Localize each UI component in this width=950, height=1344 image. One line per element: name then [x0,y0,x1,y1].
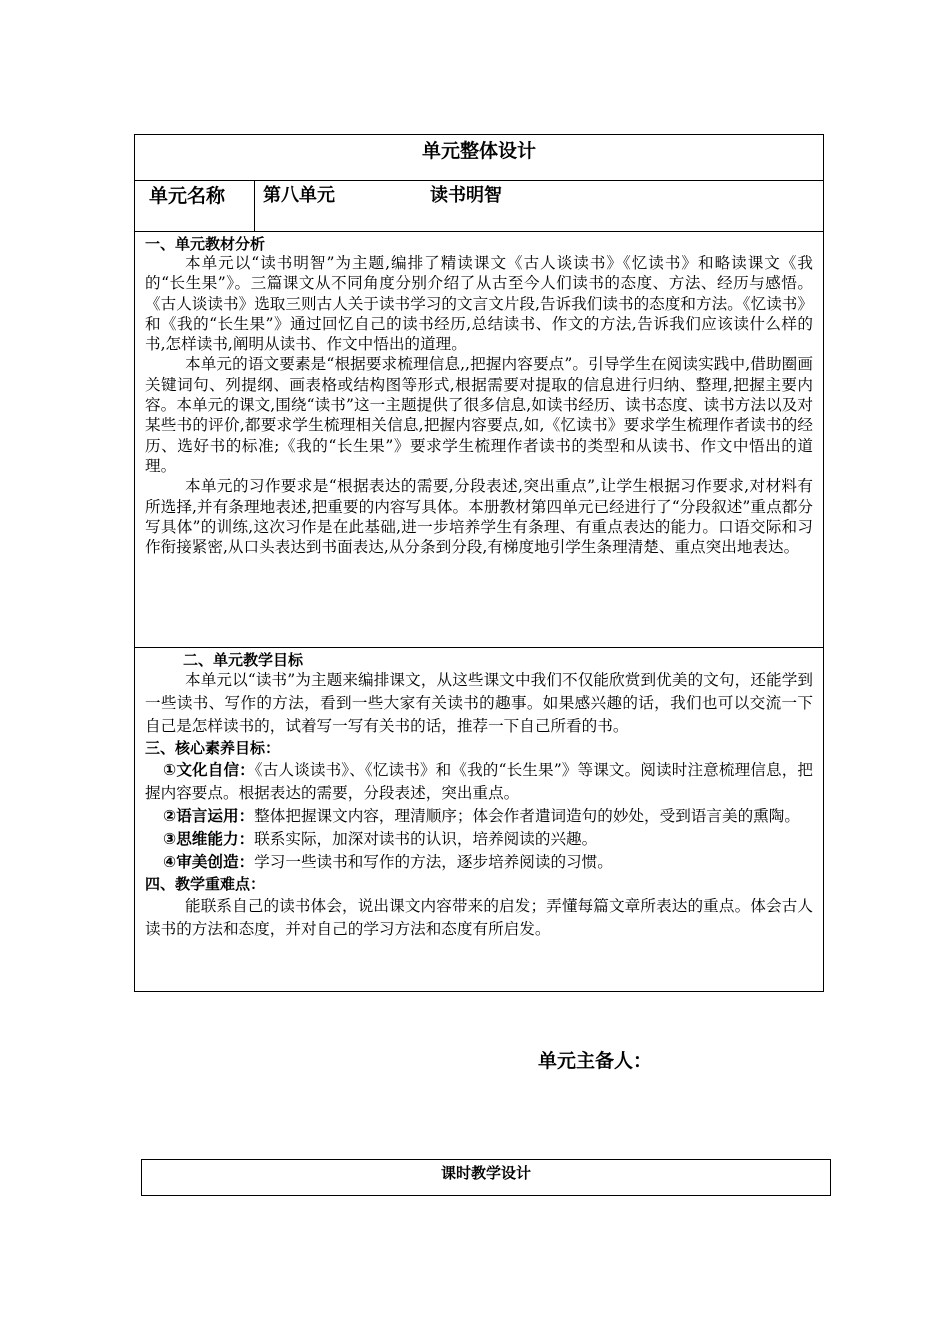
unit-name-value: 第八单元 [263,185,335,206]
analysis-paragraph: 本单元的语文要素是“根据要求梳理信息,,把握内容要点”。引导学生在阅读实践中,借助圈画关键词句、列提纲、画表格或结构图等形式,根据需要对提取的信息进行归纳、整理,把握主要内容。本单元的课文,围绕“读书”这一主题提供了很多信息,如读书经历、读书态度、读书方法以及对某些书的评价,都要求学生梳理相关信息,把握内容要点,如,《忆读书》要求学生梳理作者读书的经历、选好书的标准;《我的“长生果”》要求学生梳理作者读书的类型和从读书、作文中悟出的道理。 [145,355,813,475]
section-heading-key-points: 四、教学重难点： [145,875,266,893]
core-goal-text: 《古人谈读书》、《忆读书》和《我的“长生果”》等课文。阅读时注意梳理信息，把握内容要点。根据表达的需要，分段表述，突出重点。 [145,761,814,802]
unit-design-table [134,134,824,992]
section-heading-core-literacy: 三、核心素养目标： [145,739,281,757]
lesson-design-title: 课时教学设计 [141,1159,831,1196]
analysis-paragraph: 本单元以“读书明智”为主题,编排了精读课文《古人谈读书》《忆读书》和略读课文《我的“长生果”》。三篇课文从不同角度分别介绍了从古至今人们读书的态度、方法、经历与感悟。《古人谈读书》选取三则古人关于读书学习的文言文片段,告诉我们读书的态度和方法。《忆读书》和《我的“长生果”》通过回忆自己的读书经历,总结读书、作文的方法,告诉我们应该读什么样的书,怎样读书,阐明从读书、作文中悟出的道理。 [145,254,813,354]
goals-paragraph: 本单元以“读书”为主题来编排课文，从这些课文中我们不仅能欣赏到优美的文句，还能学到一些读书、写作的方法，看到一些大家有关读书的趣事。如果感兴趣的话，我们也可以交流一下自己是怎样读书的，试着写一写有关书的话，推荐一下自己所看的书。 [145,671,813,735]
table-title: 单元整体设计 [135,135,823,181]
core-goal-item [145,759,813,805]
core-goal-item [145,828,813,851]
core-goal-label: ①文化自信： [163,761,255,779]
core-goal-text: 联系实际，加深对读书的认识，培养阅读的兴趣。 [254,830,598,848]
section-heading-goals: 二、单元教学目标 [183,651,304,669]
core-goal-text: 学习一些读书和写作的方法，逐步培养阅读的习惯。 [254,853,613,871]
material-analysis-section [135,232,823,648]
unit-theme: 读书明智 [430,185,502,206]
unit-name-label: 单元名称 [135,181,255,231]
section-heading-analysis: 一、单元教材分析 [145,235,266,253]
core-goal-item [145,805,813,828]
unit-name-row [135,181,823,232]
core-goal-label: ③思维能力： [163,830,255,848]
analysis-paragraph: 本单元的习作要求是“根据表达的需要,分段表述,突出重点”,让学生根据习作要求,对材料有所选择,并有条理地表述,把重要的内容写具体。本册教材第四单元已经进行了“分段叙述”重点都分写具体”的训练,这次习作是在此基础,进一步培养学生有条理、有重点表达的能力。口语交际和习作衔接紧密,从口头表达到书面表达,从分条到分段,有梯度地引学生条理清楚、重点突出地表达。 [145,477,813,557]
core-goal-label: ④审美创造： [163,853,255,871]
unit-preparer-label: 单元主备人： [538,1050,653,1072]
teaching-goals-section [135,648,823,991]
key-points-paragraph: 能联系自己的读书体会，说出课文内容带来的启发；弄懂每篇文章所表达的重点。体会古人读书的方法和态度，并对自己的学习方法和态度有所启发。 [145,897,813,938]
core-goal-label: ②语言运用： [163,807,255,825]
core-goal-text: 整体把握课文内容，理清顺序；体会作者遣词造句的妙处，受到语言美的熏陶。 [254,807,800,825]
core-goal-item [145,851,813,874]
